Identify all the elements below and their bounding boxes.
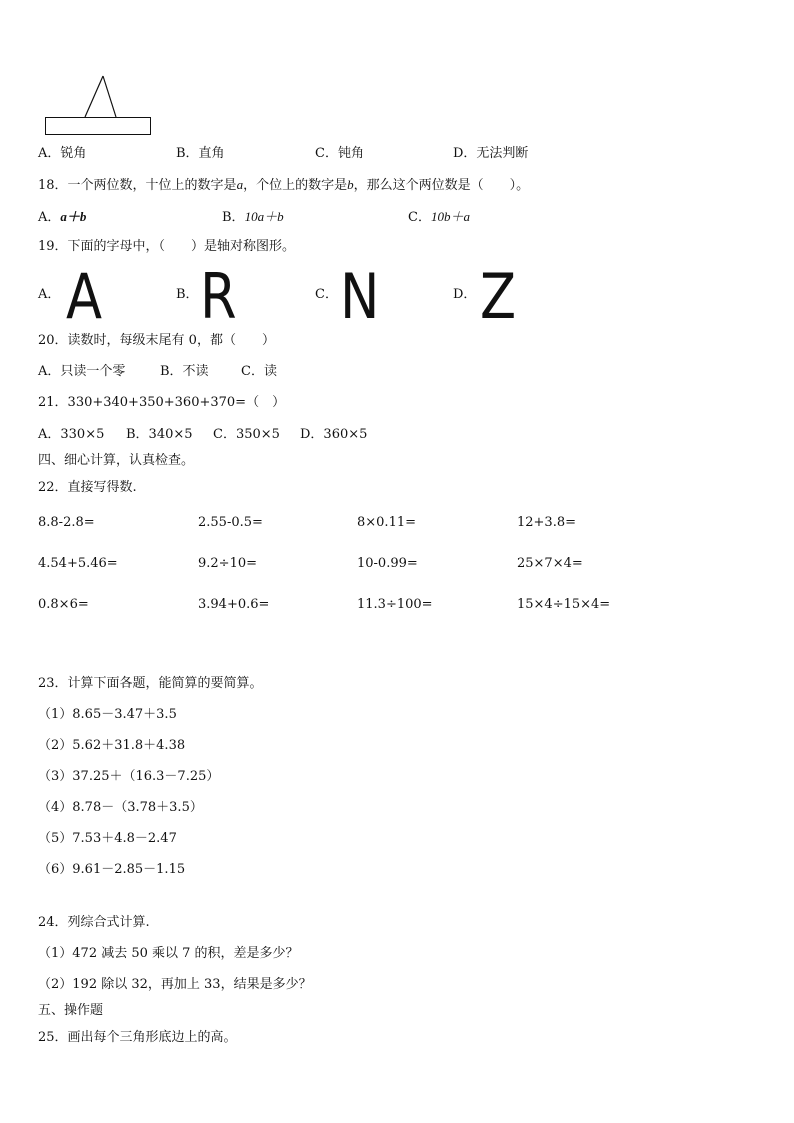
q20-question: 20．读数时，每级末尾有 0，都（ ） — [38, 333, 275, 348]
q23-question: 23．计算下面各题，能简算的要简算。 — [38, 676, 263, 691]
q24-question: 24．列综合式计算. — [38, 915, 150, 930]
q18-option-c-value: 10b＋a — [430, 209, 470, 224]
q18-option-a[interactable] — [38, 209, 86, 226]
q23-item: （1）8.65－3.47＋3.5 — [38, 707, 177, 722]
q23-item: （3）37.25＋（16.3－7.25） — [38, 769, 220, 784]
q22-cell: 4.54+5.46= — [38, 556, 118, 571]
q21-option-d[interactable]: D．360×5 — [300, 427, 368, 442]
q23-item: （4）8.78－（3.78＋3.5） — [38, 800, 203, 815]
q22-cell: 3.94+0.6= — [198, 597, 270, 612]
ruler-rectangle — [45, 117, 151, 135]
q23-item: （5）7.53＋4.8－2.47 — [38, 831, 177, 846]
q17-option-a[interactable]: A．锐角 — [38, 146, 87, 161]
q18-text-1: 一个两位数，十位上的数字是 — [67, 178, 237, 193]
q22-cell: 9.2÷10= — [198, 556, 258, 571]
q18-text-3: ，那么这个两位数是（ ）。 — [353, 178, 530, 193]
q20-option-a[interactable]: A．只读一个零 — [38, 364, 126, 379]
q20-option-c[interactable]: C．读 — [241, 364, 277, 379]
q18-number: 18． — [38, 178, 68, 193]
q19-option-c-label[interactable]: C． — [315, 287, 338, 302]
q23-item: （2）5.62＋31.8＋4.38 — [38, 738, 186, 753]
q21-option-b[interactable]: B．340×5 — [126, 427, 193, 442]
q18-question — [38, 177, 529, 194]
q22-cell: 8.8-2.8= — [38, 515, 95, 530]
q22-cell: 12+3.8= — [517, 515, 577, 530]
q24-item: （2）192 除以 32，再加上 33，结果是多少？ — [38, 977, 312, 992]
q22-cell: 15×4÷15×4= — [517, 597, 611, 612]
q17-option-b[interactable]: B．直角 — [176, 146, 225, 161]
q21-question: 21．330+340+350+360+370=（ ） — [38, 395, 286, 410]
q22-cell: 25×7×4= — [517, 556, 583, 571]
q18-var-a: a — [236, 177, 244, 192]
q22-cell: 0.8×6= — [38, 597, 89, 612]
q18-option-a-value: a＋b — [60, 209, 87, 224]
q17-option-c[interactable]: C．钝角 — [315, 146, 364, 161]
q22-cell: 2.55-0.5= — [198, 515, 263, 530]
q18-option-b[interactable] — [222, 209, 284, 226]
section-4-heading: 四、细心计算，认真检查。 — [38, 453, 195, 468]
q19-letter-n: N — [340, 260, 380, 333]
q22-cell: 10-0.99= — [357, 556, 418, 571]
q18-option-b-label: B． — [222, 210, 245, 225]
q18-var-b: b — [347, 177, 354, 192]
q21-option-c[interactable]: C．350×5 — [213, 427, 280, 442]
section-5-heading: 五、操作题 — [38, 1003, 104, 1018]
q19-option-b-label[interactable]: B． — [176, 287, 199, 302]
q24-item: （1）472 减去 50 乘以 7 的积，差是多少？ — [38, 946, 299, 961]
q19-letter-a: A — [66, 260, 103, 333]
q18-option-c-label: C． — [408, 210, 431, 225]
q22-question: 22．直接写得数. — [38, 480, 137, 495]
q19-question: 19．下面的字母中，（ ）是轴对称图形。 — [38, 239, 296, 254]
q21-option-a[interactable]: A．330×5 — [38, 427, 105, 442]
q18-option-a-label: A． — [38, 210, 61, 225]
q22-cell: 8×0.11= — [357, 515, 417, 530]
q25-question: 25．画出每个三角形底边上的高。 — [38, 1030, 237, 1045]
q20-option-b[interactable]: B．不读 — [160, 364, 209, 379]
q18-option-c[interactable] — [408, 209, 470, 226]
q19-option-d-label[interactable]: D． — [453, 287, 477, 302]
q18-option-b-value: 10a＋b — [244, 209, 284, 224]
q18-text-2: ，个位上的数字是 — [243, 178, 348, 193]
q19-option-a-label[interactable]: A． — [38, 287, 61, 302]
q17-option-d[interactable]: D．无法判断 — [453, 146, 529, 161]
q23-item: （6）9.61－2.85－1.15 — [38, 862, 186, 877]
q19-letter-z: Z — [480, 260, 517, 333]
q22-cell: 11.3÷100= — [357, 597, 433, 612]
q19-letter-r: R — [200, 260, 237, 333]
